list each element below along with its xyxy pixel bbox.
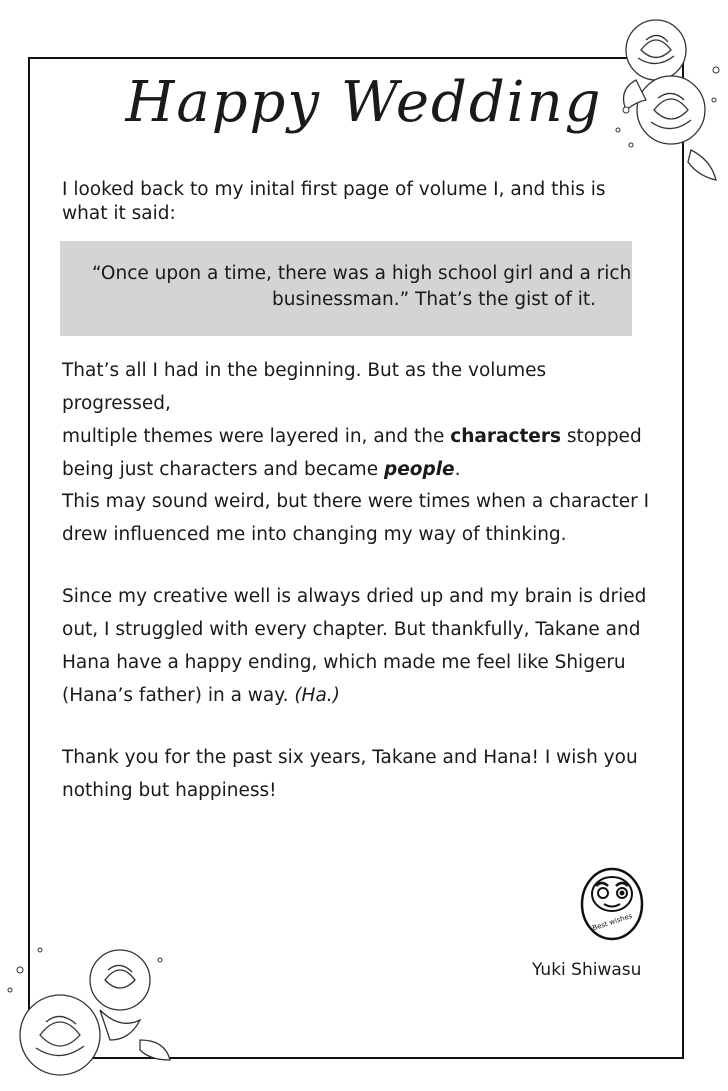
paragraph-struggle [62,580,652,712]
quote-line-2: businessman.” That’s the gist of it. [272,289,596,310]
para1-line-3-end: . [454,459,461,480]
characters-emphasis: characters [450,426,561,447]
para2-line-1: This may sound weird, but there were times when a character I [62,491,650,512]
para3-line-1: Since my creative well is always dried up and my brain is dried [62,586,647,607]
rose-bouquet-icon [596,10,726,190]
ha-aside: (Ha.) [294,685,340,706]
para1-line-1: That’s all I had in the beginning. But as the volumes progressed, [62,360,547,414]
intro-paragraph [62,178,652,226]
para2-line-2: drew influenced me into changing my way of thinking. [62,524,567,545]
para1-line-3: being just characters and became [62,459,384,480]
intro-line-1: I looked back to my inital first page of volume I, and this is [62,179,606,200]
daruma-text: Best wishes [591,911,634,933]
para1-line-2-end: stopped [560,426,642,447]
paragraph-influence [62,485,652,551]
para1-line-2: multiple themes were layered in, and the [62,426,451,447]
people-emphasis: people [383,459,455,480]
daruma-doll-icon [576,862,648,942]
paragraph-beginning [62,354,652,486]
page-title: Happy Wedding [125,70,603,135]
para4-line-2: nothing but happiness! [62,780,277,801]
quote-line-1: “Once upon a time, there was a high school girl and a rich [92,263,632,284]
intro-line-2: what it said: [62,203,176,224]
para4-line-1: Thank you for the past six years, Takane and Hana! I wish you [62,747,638,768]
signature: Yuki Shiwasu [532,960,642,980]
para3-line-3: Hana have a happy ending, which made me feel like Shigeru [62,652,626,673]
paragraph-thanks [62,741,652,807]
rose-bouquet-icon [0,930,180,1091]
para3-line-4: (Hana’s father) in a way. [62,685,295,706]
para3-line-2: out, I struggled with every chapter. But thankfully, Takane and [62,619,641,640]
